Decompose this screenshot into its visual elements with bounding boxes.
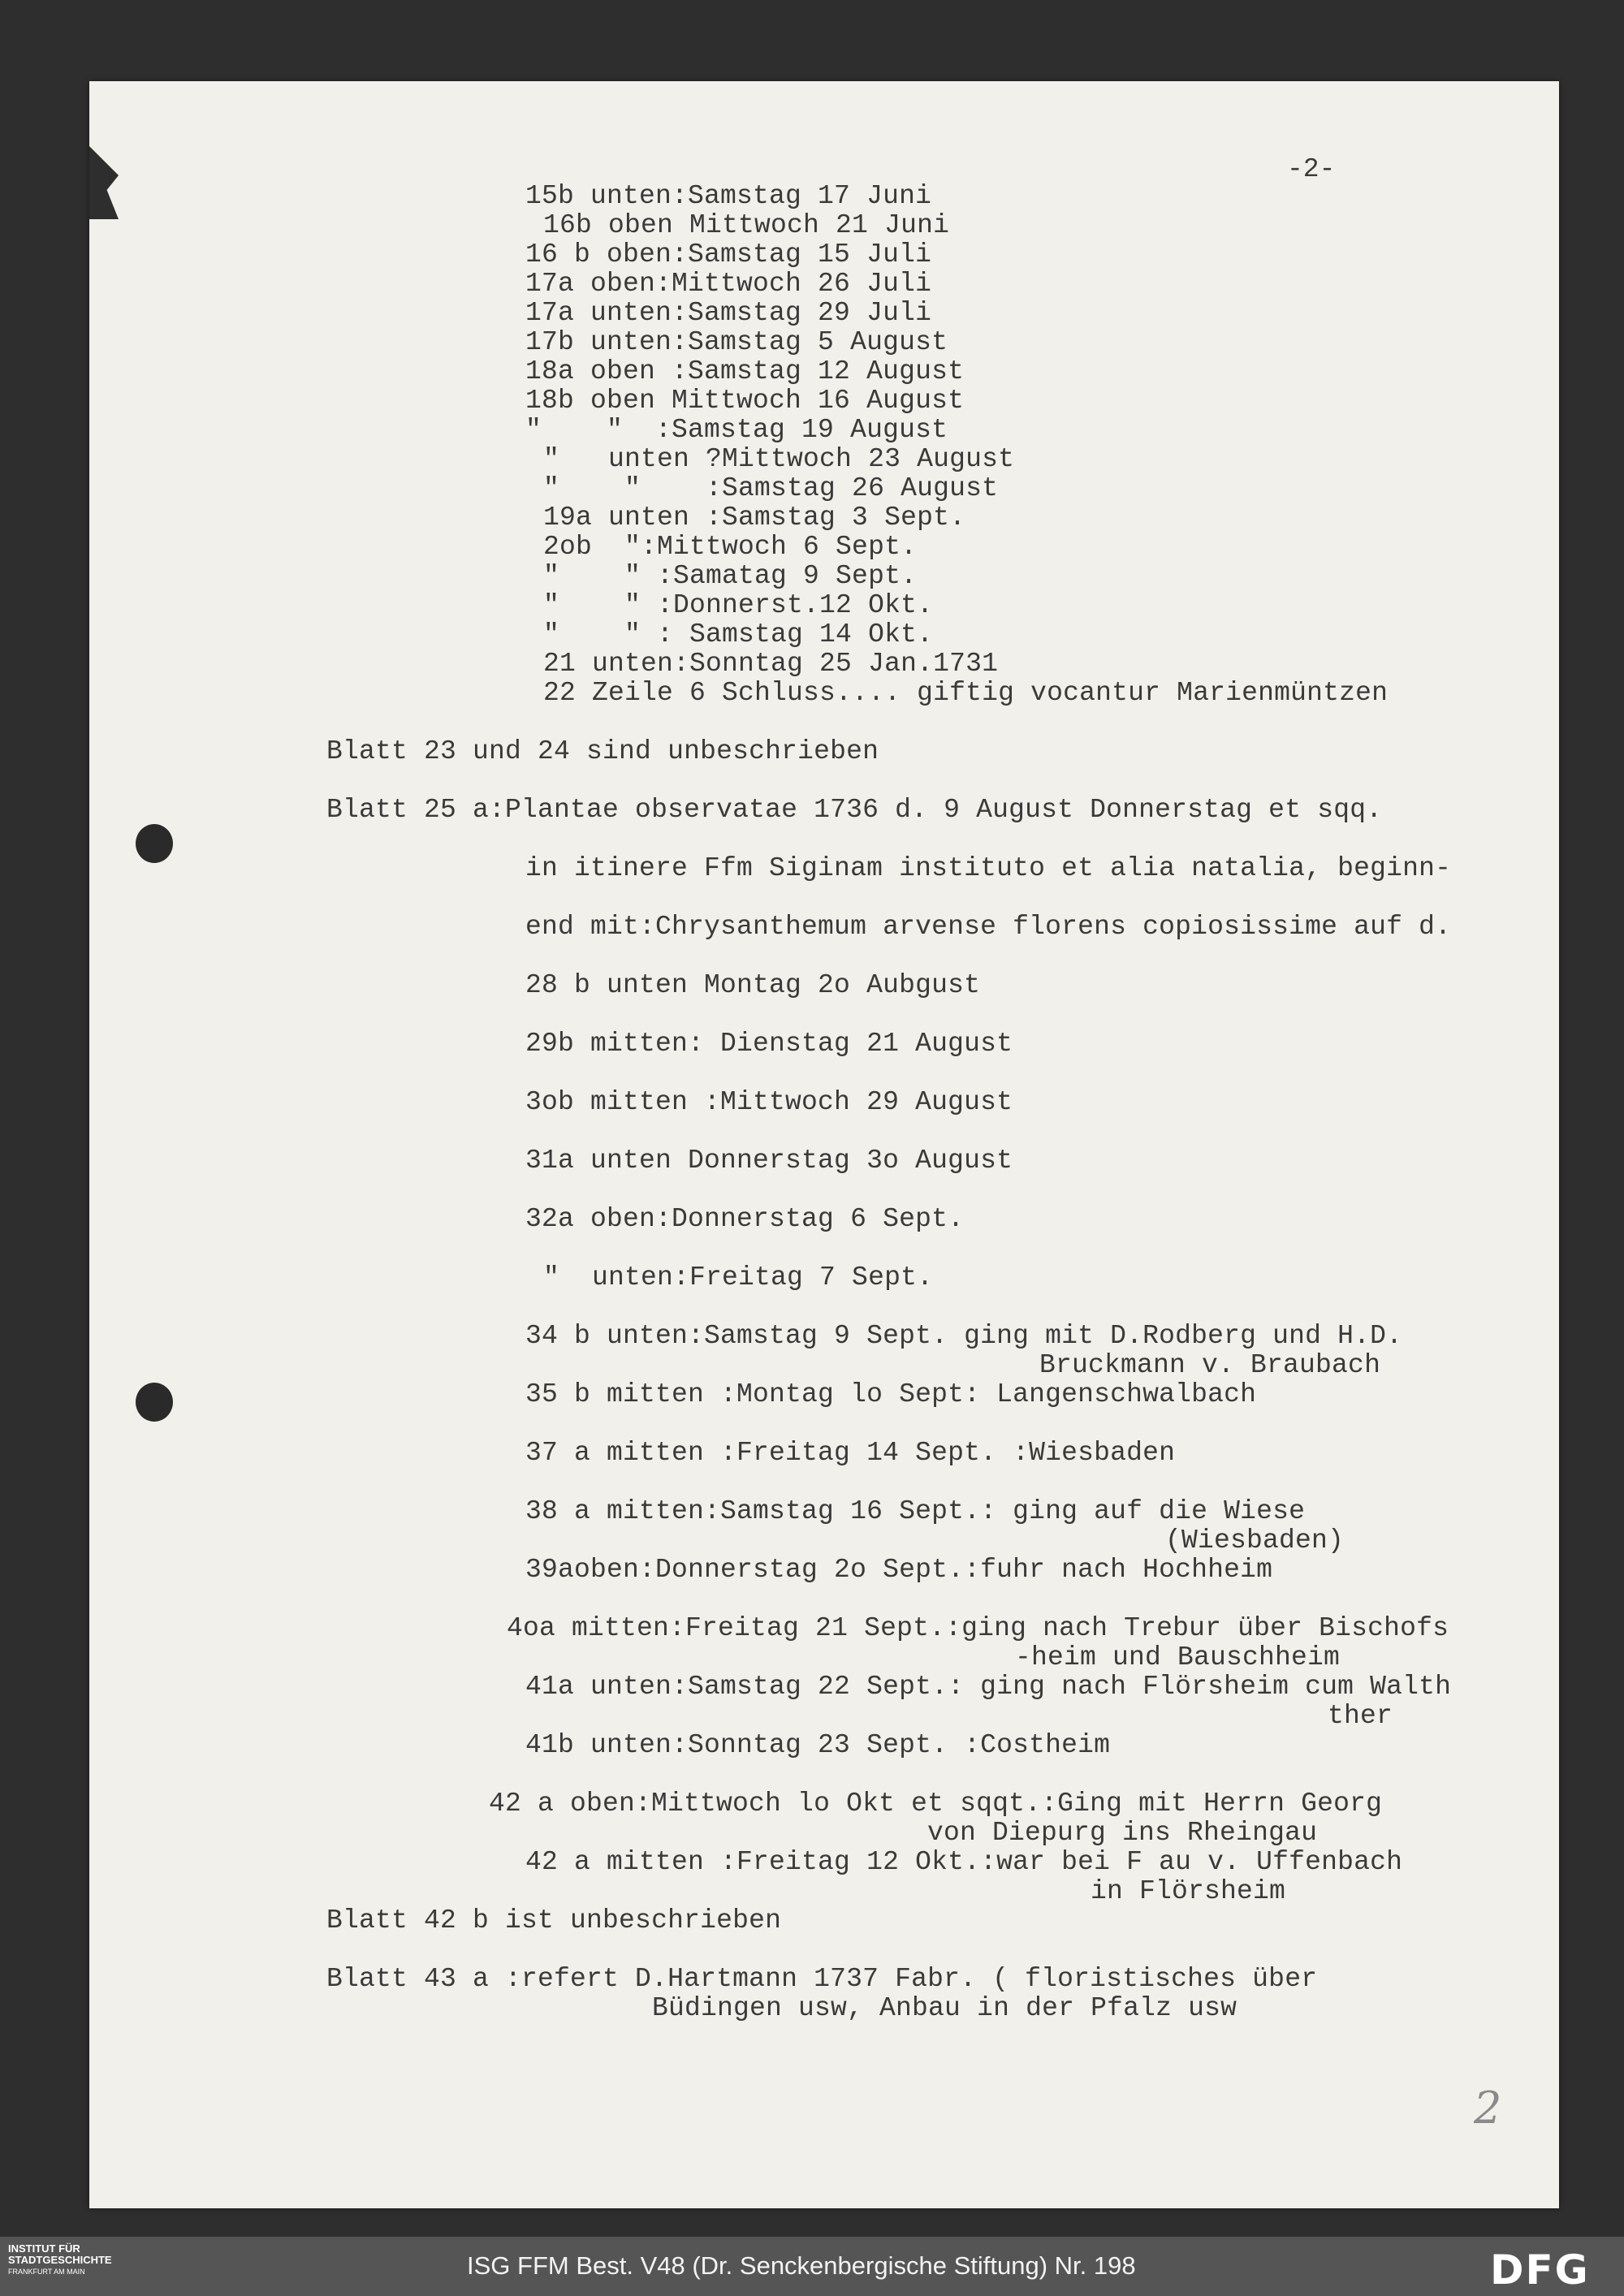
text-line: " " :Donnerst.12 Okt.	[543, 590, 934, 620]
text-line: 37 a mitten :Freitag 14 Sept. :Wiesbaden	[525, 1438, 1176, 1468]
text-line: 22 Zeile 6 Schluss.... giftig vocantur Marienmüntzen	[543, 678, 1389, 708]
text-line: 39aoben:Donnerstag 2o Sept.:fuhr nach Hochheim	[525, 1555, 1273, 1585]
text-line: " " :Samstag 26 August	[543, 473, 999, 503]
text-line: 29b mitten: Dienstag 21 August	[525, 1029, 1013, 1059]
punch-hole-bottom	[136, 1383, 173, 1422]
text-line: Blatt 25 a:Plantae observatae 1736 d. 9 August Donnerstag et sqq.	[326, 795, 1383, 825]
text-line: ther	[1328, 1701, 1393, 1731]
text-line: 17b unten:Samstag 5 August	[525, 327, 948, 357]
pencil-folio-number: 2	[1474, 2082, 1502, 2134]
text-line: 31a unten Donnerstag 3o August	[525, 1146, 1013, 1176]
text-line: 17a oben:Mittwoch 26 Juli	[525, 269, 932, 299]
institute-city-line: FRANKFURT AM MAIN	[8, 2268, 85, 2276]
text-line: " " :Samstag 19 August	[525, 415, 948, 445]
text-line: 42 a mitten :Freitag 12 Okt.:war bei F au v. Uffenbach	[525, 1847, 1403, 1877]
text-line: in itinere Ffm Siginam instituto et alia natalia, beginn-	[525, 853, 1452, 883]
text-line: 32a oben:Donnerstag 6 Sept.	[525, 1204, 965, 1234]
institute-name-line: INSTITUT FÜR	[8, 2242, 80, 2255]
text-line: 34 b unten:Samstag 9 Sept. ging mit D.Rodberg und H.D.	[525, 1321, 1403, 1351]
text-line: in Flörsheim	[1091, 1876, 1286, 1906]
text-line: 38 a mitten:Samstag 16 Sept.: ging auf die Wiese	[525, 1496, 1306, 1526]
archive-footer-bar	[0, 2237, 1624, 2296]
text-line: " unten ?Mittwoch 23 August	[543, 444, 1015, 474]
text-line: Blatt 43 a :refert D.Hartmann 1737 Fabr. ( floristisches über	[326, 1964, 1318, 1994]
institute-name-line: STADTGESCHICHTE	[8, 2254, 112, 2266]
text-line: 42 a oben:Mittwoch lo Okt et sqqt.:Ging mit Herrn Georg	[489, 1789, 1383, 1819]
text-line: 21 unten:Sonntag 25 Jan.1731	[543, 649, 999, 679]
text-line: 35 b mitten :Montag lo Sept: Langenschwalbach	[525, 1379, 1257, 1409]
text-line: " unten:Freitag 7 Sept.	[543, 1262, 934, 1293]
text-line: 19a unten :Samstag 3 Sept.	[543, 503, 966, 533]
text-line: " " :Samatag 9 Sept.	[543, 561, 918, 591]
text-line: (Wiesbaden)	[1165, 1526, 1345, 1556]
text-line: 41b unten:Sonntag 23 Sept. :Costheim	[525, 1730, 1111, 1760]
torn-corner	[89, 146, 119, 219]
text-line: 4oa mitten:Freitag 21 Sept.:ging nach Trebur über Bischofs	[507, 1613, 1449, 1643]
text-line: 17a unten:Samstag 29 Juli	[525, 298, 932, 328]
text-line: 15b unten:Samstag 17 Juni	[525, 181, 932, 211]
text-line: 16 b oben:Samstag 15 Juli	[525, 240, 932, 270]
text-line: -heim und Bauschheim	[1015, 1642, 1341, 1672]
text-line: end mit:Chrysanthemum arvense florens copiosissime auf d.	[525, 912, 1452, 942]
institute-logo	[8, 2243, 112, 2277]
text-line: 3ob mitten :Mittwoch 29 August	[525, 1087, 1013, 1117]
text-line: 41a unten:Samstag 22 Sept.: ging nach Flörsheim cum Walth	[525, 1672, 1452, 1702]
text-line: Büdingen usw, Anbau in der Pfalz usw	[652, 1993, 1237, 2023]
text-line: " " : Samstag 14 Okt.	[543, 619, 934, 650]
text-line: 18b oben Mittwoch 16 August	[525, 386, 965, 416]
text-line: Blatt 23 und 24 sind unbeschrieben	[326, 736, 879, 766]
punch-hole-top	[136, 824, 173, 863]
page-number: -2-	[1287, 154, 1336, 184]
text-line: Blatt 42 b ist unbeschrieben	[326, 1905, 782, 1936]
dfg-logo: DFG	[1490, 2246, 1590, 2294]
text-line: von Diepurg ins Rheingau	[927, 1818, 1318, 1848]
text-line: Bruckmann v. Braubach	[1039, 1350, 1381, 1380]
text-line: 2ob ":Mittwoch 6 Sept.	[543, 532, 918, 562]
archive-caption: ISG FFM Best. V48 (Dr. Senckenbergische Stiftung) Nr. 198	[467, 2251, 1136, 2280]
text-line: 28 b unten Montag 2o Aubgust	[525, 970, 981, 1000]
text-line: 16b oben Mittwoch 21 Juni	[543, 210, 950, 240]
text-line: 18a oben :Samstag 12 August	[525, 356, 965, 386]
